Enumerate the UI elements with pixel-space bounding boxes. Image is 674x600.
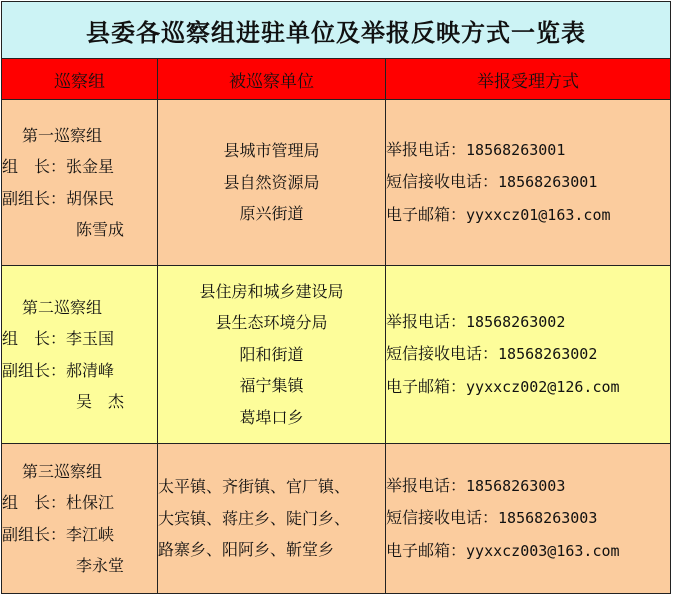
unit-item: 路寨乡、阳阿乡、靳堂乡: [158, 540, 335, 560]
phone-label: 举报电话：: [386, 139, 467, 159]
sms-line: [386, 166, 670, 199]
header-report: 举报受理方式: [386, 59, 671, 100]
unit-item: 原兴街道: [239, 204, 304, 224]
unit-item: 县城市管理局: [223, 141, 320, 161]
leader-label: 组 长：: [2, 493, 67, 512]
deputy-label: 副组长：: [2, 524, 67, 544]
email-line: [386, 199, 670, 232]
email-label: 电子邮箱：: [386, 204, 467, 224]
sms-label: 短信接收电话：: [386, 344, 499, 364]
deputy-name: 李江峡: [66, 524, 115, 544]
email-address: yyxxcz002@126.com: [466, 377, 620, 396]
phone-number: 18568263002: [466, 312, 566, 331]
header-row: [2, 59, 671, 100]
deputy-line: [2, 355, 157, 387]
group-1-units: [158, 100, 386, 266]
sms-label: 短信接收电话：: [386, 172, 499, 192]
deputy-line: [2, 519, 157, 551]
leader-line: [2, 323, 157, 355]
unit-item: 福宁集镇: [239, 376, 304, 396]
title-row: [2, 2, 671, 59]
sms-label: 短信接收电话：: [386, 508, 499, 528]
sms-number: 18568263001: [498, 173, 598, 192]
unit-item: 太平镇、齐街镇、官厂镇、: [158, 477, 351, 497]
phone-label: 举报电话：: [386, 311, 467, 331]
phone-number: 18568263003: [466, 476, 566, 495]
email-label: 电子邮箱：: [386, 540, 467, 560]
email-address: yyxxcz003@163.com: [466, 541, 620, 560]
sms-number: 18568263003: [498, 509, 598, 528]
email-address: yyxxcz01@163.com: [466, 205, 611, 224]
email-line: [386, 371, 670, 404]
leader-name: 杜保江: [66, 493, 115, 512]
phone-number: 18568263001: [466, 140, 566, 159]
deputy-name: 李永堂: [76, 556, 125, 575]
deputy-line: [2, 183, 157, 215]
deputy-label: 副组长：: [2, 188, 67, 208]
unit-item: 葛埠口乡: [239, 407, 304, 427]
phone-line: [386, 470, 670, 503]
group-2-report: [386, 266, 671, 444]
leader-label: 组 长：: [2, 157, 67, 176]
unit-item: 县住房和城乡建设局: [199, 281, 344, 301]
leader-line: [2, 487, 157, 519]
deputy-label: 副组长：: [2, 360, 67, 380]
group-name: 第一巡察组: [22, 125, 103, 145]
group-3-units: [158, 444, 386, 594]
unit-item: 县自然资源局: [223, 172, 320, 192]
header-group: 巡察组: [2, 59, 158, 100]
group-3-leaders: [2, 444, 158, 594]
unit-item: 县生态环境分局: [215, 313, 328, 333]
phone-label: 举报电话：: [386, 475, 467, 495]
table-row-group-1: [2, 100, 671, 266]
phone-line: [386, 306, 670, 339]
leader-name: 李玉国: [66, 329, 115, 348]
sms-line: [386, 338, 670, 371]
sms-number: 18568263002: [498, 345, 598, 364]
group-2-leaders: [2, 266, 158, 444]
group-3-report: [386, 444, 671, 594]
sms-line: [386, 502, 670, 535]
group-name: 第二巡察组: [22, 297, 103, 317]
group-name: 第三巡察组: [22, 461, 103, 481]
table-title: 县委各巡察组进驻单位及举报反映方式一览表: [2, 2, 671, 59]
group-1-leaders: [2, 100, 158, 266]
table-row-group-2: [2, 266, 671, 444]
deputy-name: 陈雪成: [76, 220, 125, 239]
header-units: 被巡察单位: [158, 59, 386, 100]
group-2-units: [158, 266, 386, 444]
leader-line: [2, 151, 157, 183]
deputy-name: 吴 杰: [76, 392, 125, 411]
email-label: 电子邮箱：: [386, 376, 467, 396]
leader-label: 组 长：: [2, 329, 67, 348]
table-row-group-3: [2, 444, 671, 594]
group-1-report: [386, 100, 671, 266]
deputy-name: 胡保民: [66, 188, 115, 208]
phone-line: [386, 134, 670, 167]
unit-item: 阳和街道: [239, 344, 304, 364]
leader-name: 张金星: [66, 157, 115, 176]
unit-item: 大宾镇、蒋庄乡、陡门乡、: [158, 508, 351, 528]
email-line: [386, 535, 670, 568]
inspection-table: [1, 1, 671, 594]
deputy-name: 郝清峰: [66, 360, 115, 380]
